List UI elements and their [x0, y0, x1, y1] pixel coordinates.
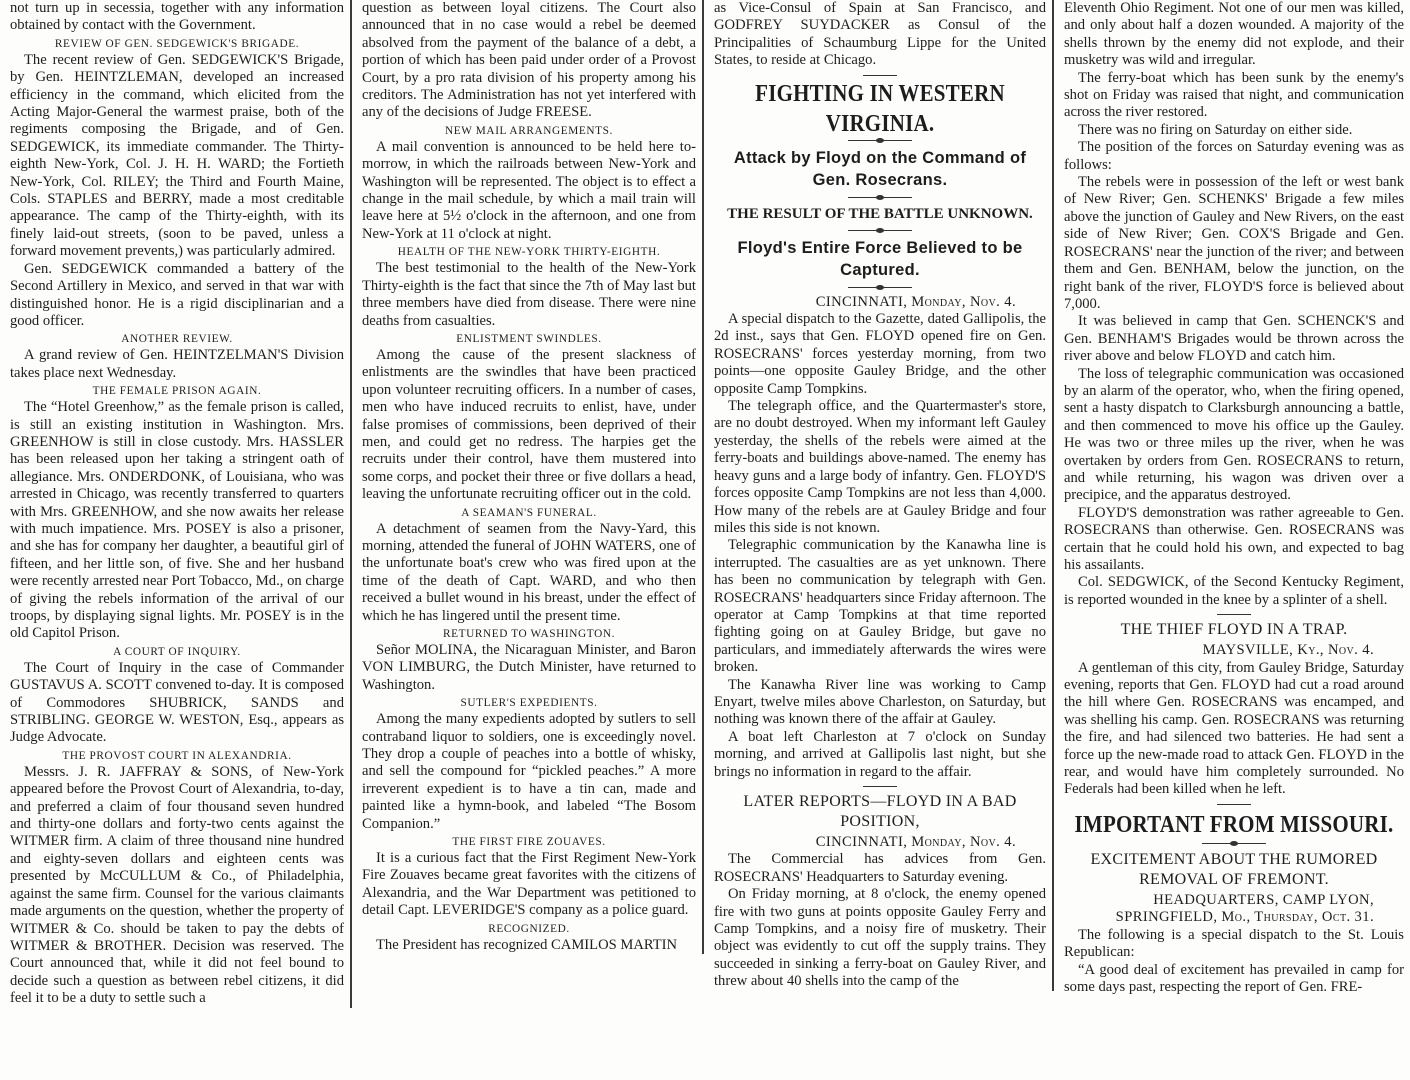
paragraph: The following is a special dispatch to the St. Louis Republican:: [1064, 926, 1404, 961]
ornament-rule: [848, 287, 912, 288]
headline-deck: Floyd's Entire Force Believed to be Captured.: [737, 238, 1023, 279]
column-3: [704, 0, 1054, 991]
section-heading: NEW MAIL ARRANGEMENTS.: [445, 124, 613, 137]
ornament-rule: [848, 230, 912, 231]
section-heading: THE PROVOST COURT IN ALEXANDRIA.: [62, 749, 292, 762]
paragraph: The recent review of Gen. SEDGEWICK'S Brigade, by Gen. HEINTZLEMAN, developed an increased efficiency in the command, which elicited from the Acting Major-General the warmest praise, both of the regiments composing the Brigade, and of Gen. SEDGEWICK, its immediate commander. The Thirty-eighth New-York, Col. J. H. H. WARD; the Fortieth New-York, Col. RILEY; the Third and Fourth Maine, Cols. STAPLES and BERRY, made a most creditable appearance. The camp of the Thirty-eighth, with its finely laid-out streets, (soon to be paved, unless a forward movement prevents,) was particularly admired.: [10, 51, 344, 260]
ornament-rule: [848, 140, 912, 141]
paragraph: The “Hotel Greenhow,” as the female prison is called, is still an existing institution in Washington. Mrs. GREENHOW is still in close custody. Mrs. HASSLER has been released upon her taking a stringent oath of allegiance. Mrs. ONDERDONK, of Louisiana, who was arrested in Chicago, was recently transferred to quarters with Mrs. GREENHOW, and she now awaits her release with much impatience. Mrs. POSEY is also a prisoner, and she has for company her daughter, a beautiful girl of fifteen, and her little son, of five. She and her husband were recently arrested near Port Tobacco, Md., on charge of giving the rebels information of the arrival of our troops, by displaying signal lights. Mr. POSEY is in the old Capitol Prison.: [10, 399, 344, 642]
paragraph: The telegraph office, and the Quartermaster's store, are no doubt destroyed. When my informant left Gauley yesterday, the shells of the rebels were aimed at the ferry-boats and buildings above-named. The enemy has heavy guns and a large body of infantry. Gen. FLOYD'S forces opposite Camp Tompkins are not less than 4,000. How many of the rebels are at Gauley Bridge and four miles this side is not known.: [714, 398, 1046, 536]
divider: [1217, 614, 1251, 615]
paragraph: A mail convention is announced to be held here to-morrow, in which the railroads between New-York and Washington will be represented. The object is to effect a change in the mail schedule, by which a mail train will leave here at 5½ o'clock in the afternoon, and one from New-York at 11 o'clock at night.: [362, 138, 696, 242]
paragraph: The ferry-boat which has been sunk by the enemy's shot on Friday was raised that night, and communication across the river restored.: [1064, 69, 1404, 121]
divider: [1217, 804, 1251, 805]
paragraph: A special dispatch to the Gazette, dated Gallipolis, the 2d inst., says that Gen. FLOYD opened fire on Gen. ROSECRANS' forces yesterday morning, from two points—one opposite Gauley Bridge, and the other opposite Camp Tompkins.: [714, 311, 1046, 397]
section-heading: THE FEMALE PRISON AGAIN.: [92, 385, 262, 398]
dateline: CINCINNATI, Monday, Nov. 4.: [815, 834, 1016, 850]
paragraph: There was no firing on Saturday on either side.: [1078, 121, 1353, 138]
dateline: CINCINNATI, Monday, Nov. 4.: [815, 293, 1016, 310]
paragraph: Among the cause of the present slackness of enlistments are the swindles that have been practiced upon volunteer recruiting officers. In a number of cases, men who have induced recruits to enlist, have, under false promises of commissions, been deprived of their men, and could get no redress. The harpies get the recruits under their control, have them mustered into some corps, and pocket their three or five dollars a head, leaving the unfortunate recruiting officer out in the cold.: [362, 346, 696, 503]
paragraph: Messrs. J. R. JAFFRAY & SONS, of New-York appeared before the Provost Court of Alexandria, to-day, and preferred a claim of four thousand seven hundred and thirty-one dollars and forty-two cents against the WITMER firm. A claim of three thousand nine hundred and eighty-seven dollars and eighteen cents was presented by McCULLUM & Co., of Philadelphia, against the same firm. Counsel for the various claimants made arguments on the question, whether the property of WITMER & Co. should be taken to pay the debts of WITMER & BROTHER. Decision was reserved. The Court announced that, while it did not feel bound to decide such a question as between rebel citizens, it did feel it to be a duty to settle such a: [10, 763, 344, 1007]
subheadline: EXCITEMENT ABOUT THE RUMORED REMOVAL OF FREMONT.: [1090, 850, 1378, 888]
paragraph: The Commercial has advices from Gen. ROSECRANS' Headquarters to Saturday evening.: [714, 851, 1046, 885]
section-heading: A SEAMAN'S FUNERAL.: [461, 506, 597, 519]
headline-deck: THE RESULT OF THE BATTLE UNKNOWN.: [727, 205, 1033, 222]
paragraph: A grand review of Gen. HEINTZELMAN'S Division takes place next Wednesday.: [10, 347, 344, 381]
paragraph: Col. SEDGWICK, of the Second Kentucky Regiment, is reported wounded in the knee by a splinter of a shell.: [1064, 574, 1404, 608]
paragraph: A detachment of seamen from the Navy-Yard, this morning, attended the funeral of JOHN WATERS, one of the unfortunate boat's crew who was fired upon at the time of the death of Capt. WARD, and who then received a bullet wound in his breast, under the effect of which he has lingered until the present time.: [362, 520, 696, 624]
section-heading: RECOGNIZED.: [488, 922, 570, 935]
divider: [863, 786, 897, 787]
headline-deck: Attack by Floyd on the Command of Gen. Rosecrans.: [733, 148, 1027, 189]
paragraph: It is a curious fact that the First Regiment New-York Fire Zouaves became great favorites with the citizens of Alexandria, and the War Department was petitioned to detail Capt. LEVERIDGE'S company as a police guard.: [362, 850, 696, 919]
headline: IMPORTANT FROM MISSOURI.: [1074, 810, 1394, 838]
section-heading: ENLISTMENT SWINDLES.: [456, 332, 602, 345]
section-heading: A COURT OF INQUIRY.: [113, 645, 241, 658]
section-heading: ANOTHER REVIEW.: [121, 333, 233, 346]
paragraph: Telegraphic communication by the Kanawha line is interrupted. The casualties are as yet unknown. There has been no communication by telegraph with Gen. ROSECRANS' headquarters since Friday afternoon. The operator at Camp Tompkins at that time reported fighting going on at Gauley Bridge, but gave no particulars, and immediately afterwards the wires were broken.: [714, 537, 1046, 676]
paragraph: Among the many expedients adopted by sutlers to sell contraband liquor to soldiers, one is exceedingly novel. They drop a couple of peaches into a bottle of whisky, and sell the compound for “pickled peaches.” A more irreverent expedient is to have a tin can, made and painted like a hymn-book, and labeled “The Bosom Companion.”: [362, 711, 696, 832]
paragraph: It was believed in camp that Gen. SCHENCK'S and Gen. BENHAM'S Brigades would be thrown across the river above and below FLOYD and catch him.: [1064, 313, 1404, 365]
ornament-rule: [848, 197, 912, 198]
paragraph: A gentleman of this city, from Gauley Bridge, Saturday evening, reports that Gen. FLOYD had cut a road around the hill where Gen. ROSECRANS was encamped, and was shelling his camp. Gen. ROSECRANS was returning the fire, and had silenced two batteries. He had sent a force up the new-made road to attack Gen. FLOYD in the rear, and would have him completely surrounded. No Federals had been killed when he left.: [1064, 659, 1404, 798]
ornament-rule: [1202, 843, 1266, 844]
headline: FIGHTING IN WESTERN VIRGINIA.: [755, 78, 1005, 137]
section-heading: SUTLER'S EXPEDIENTS.: [460, 697, 598, 710]
paragraph: Señor MOLINA, the Nicaraguan Minister, and Baron VON LIMBURG, the Dutch Minister, have returned to Washington.: [362, 642, 696, 693]
column-1: [0, 0, 352, 1008]
paragraph: “A good deal of excitement has prevailed in camp for some days past, respecting the report of Gen. FRE-: [1064, 961, 1404, 995]
paragraph: A boat left Charleston at 7 o'clock on Sunday morning, and arrived at Gallipolis last night, but she brings no information in regard to the affair.: [714, 728, 1046, 780]
section-heading: REVIEW OF GEN. SEDGEWICK'S BRIGADE.: [54, 37, 300, 50]
paragraph: Eleventh Ohio Regiment. Not one of our men was killed, and only about half a dozen wounded. A majority of the shells thrown by the enemy did not explode, and their musketry was wild and irregular.: [1064, 0, 1404, 69]
paragraph: The loss of telegraphic communication was occasioned by an alarm of the operator, who, when the firing opened, sent a hasty dispatch to Clarksburgh announcing a battle, and then commenced to move his office up the Gauley. He was two or three miles up the river, when he was overtaken by orders from Gen. ROSECRANS to return, and while returning, his wagon was driven over a precipice, and the apparatus destroyed.: [1064, 365, 1404, 504]
dateline: MAYSVILLE, Ky., Nov. 4.: [1202, 642, 1374, 659]
paragraph: The position of the forces on Saturday evening was as follows:: [1064, 139, 1404, 173]
paragraph: The President has recognized CAMILOS MARTIN: [376, 936, 678, 953]
column-4: [1054, 0, 1410, 996]
paragraph: FLOYD'S demonstration was rather agreeable to Gen. ROSECRANS than otherwise. Gen. ROSECRANS was certain that he could hold his own, and expected to bag his assailants.: [1064, 504, 1404, 573]
column-2: [352, 0, 704, 954]
divider: [863, 75, 897, 76]
paragraph: The Kanawha River line was working to Camp Enyart, twelve miles above Charleston, on Saturday, but nothing was known there of the affair at Gauley.: [714, 676, 1046, 728]
subheadline: LATER REPORTS—FLOYD IN A BAD POSITION,: [743, 793, 1017, 830]
subheadline: THE THIEF FLOYD IN A TRAP.: [1120, 621, 1348, 639]
paragraph: question as between loyal citizens. The Court also announced that in no case would a rebel be deemed absolved from the payment of the balance of a debt, a portion of which has been paid under order of a Provost Court, by a pro rata division of his property among his creditors. The Administration has not yet interfered with any of the decisions of Judge FREESE.: [362, 0, 696, 121]
section-heading: HEALTH OF THE NEW-YORK THIRTY-EIGHTH.: [397, 246, 661, 259]
paragraph: The rebels were in possession of the left or west bank of New River; Gen. SCHENKS' Brigade a few miles above the junction of Gauley and New Rivers, on the east side of New River; Gen. COX'S Brigade and Gen. ROSECRANS' near the junction of the river; and between them and Gen. BENHAM, below the junction, on the right bank of the river, FLOYD'S force is believed about 7,000.: [1064, 174, 1404, 312]
paragraph: The best testimonial to the health of the New-York Thirty-eighth is the fact that since the 7th of May last but three members have died from disease. There were nine deaths from casualties.: [362, 260, 696, 329]
section-heading: RETURNED TO WASHINGTON.: [442, 628, 616, 640]
paragraph: not turn up in secessia, together with any information obtained by contact with the Government.: [10, 0, 344, 34]
dateline: HEADQUARTERS, CAMP LYON, SPRINGFIELD, Mo., Thursday, Oct. 31.: [1115, 891, 1374, 926]
paragraph: On Friday morning, at 8 o'clock, the enemy opened fire with two guns at points opposite Gauley Ferry and Camp Tompkins, and a noisy fire of musketry. Their object was evidently to cut off the supply trains. They succeeded in sinking a ferry-boat on Gauley River, and threw about 40 shells into the camp of the: [714, 886, 1046, 990]
paragraph: as Vice-Consul of Spain at San Francisco, and GODFREY SUYDACKER as Consul of the Principalities of Schaumburg Lippe for the United States, to reside at Chicago.: [714, 0, 1046, 69]
section-heading: THE FIRST FIRE ZOUAVES.: [452, 836, 606, 849]
paragraph: The Court of Inquiry in the case of Commander GUSTAVUS A. SCOTT convened to-day. It is composed of Commodores SHUBRICK, SANDS and STRIBLING. GEORGE W. WESTON, Esq., appears as Judge Advocate.: [10, 659, 344, 746]
paragraph: Gen. SEDGEWICK commanded a battery of the Second Artillery in Mexico, and served in that war with distinguished honor. He is a rigid disciplinarian and a good officer.: [10, 260, 344, 329]
